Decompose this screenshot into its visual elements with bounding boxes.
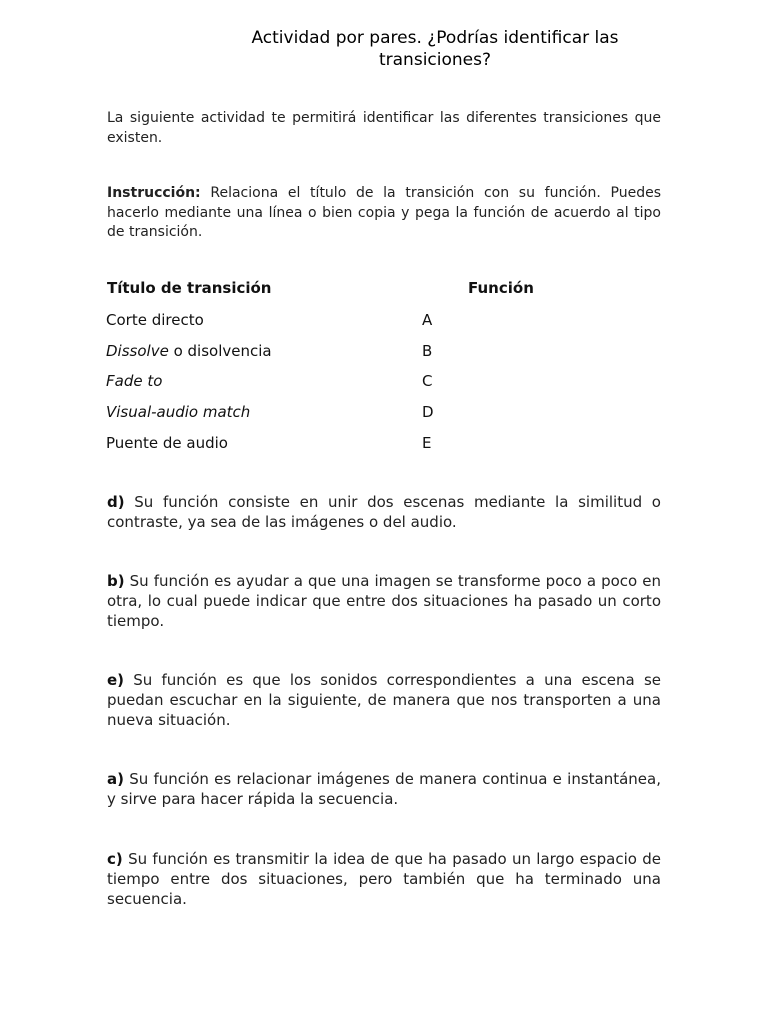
table-row — [0, 342, 768, 362]
function-text: Su función es ayudar a que una imagen se transforme poco a poco en otra, lo cual puede indicar que entre dos situaciones ha pasado un corto tiempo. — [107, 572, 661, 630]
function-letter: D — [422, 403, 434, 421]
table-row — [0, 372, 768, 392]
function-description — [107, 571, 661, 631]
function-description — [107, 492, 661, 532]
function-description — [107, 849, 661, 909]
function-text: Su función es transmitir la idea de que ha pasado un largo espacio de tiempo entre dos situaciones, pero también que ha terminado una secuencia. — [107, 850, 661, 908]
function-text: Su función consiste en unir dos escenas mediante la similitud o contraste, ya sea de las imágenes o del audio. — [107, 493, 661, 531]
title-line-1: Actividad por pares. ¿Podrías identificar las — [251, 28, 619, 48]
transition-name: Corte directo — [106, 311, 204, 329]
function-label: c) — [107, 850, 123, 868]
transition-name: Fade to — [106, 372, 163, 390]
table-row — [0, 403, 768, 423]
instruction-paragraph — [107, 184, 661, 243]
table-row — [0, 311, 768, 331]
function-description — [107, 769, 661, 809]
instruction-label: Instrucción: — [107, 185, 201, 201]
function-label: b) — [107, 572, 125, 590]
table-row — [0, 434, 768, 454]
function-text: Su función es relacionar imágenes de manera continua e instantánea, y sirve para hacer rápida la secuencia. — [107, 770, 661, 808]
column-header-function: Función — [468, 279, 534, 297]
instruction-text: Relaciona el título de la transición con su función. Puedes hacerlo mediante una línea o bien copia y pega la función de acuerdo al tipo de transición. — [107, 185, 661, 240]
function-letter: E — [422, 434, 432, 452]
transition-name: Puente de audio — [106, 434, 228, 452]
function-text: Su función es que los sonidos correspondientes a una escena se puedan escuchar en la siguiente, de manera que nos transporten a una nueva situación. — [107, 671, 661, 729]
function-letter: A — [422, 311, 433, 329]
column-header-title: Título de transición — [107, 279, 272, 297]
function-letter: B — [422, 342, 433, 360]
transition-name: Visual-audio match — [106, 403, 251, 421]
function-label: d) — [107, 493, 125, 511]
function-label: e) — [107, 671, 125, 689]
transition-name: Dissolve o disolvencia — [106, 342, 272, 360]
function-letter: C — [422, 372, 433, 390]
function-description — [107, 670, 661, 730]
title-line-2: transiciones? — [378, 50, 491, 70]
function-label: a) — [107, 770, 124, 788]
intro-paragraph: La siguiente actividad te permitirá identificar las diferentes transiciones que existen. — [107, 110, 661, 146]
page-title — [200, 27, 670, 71]
